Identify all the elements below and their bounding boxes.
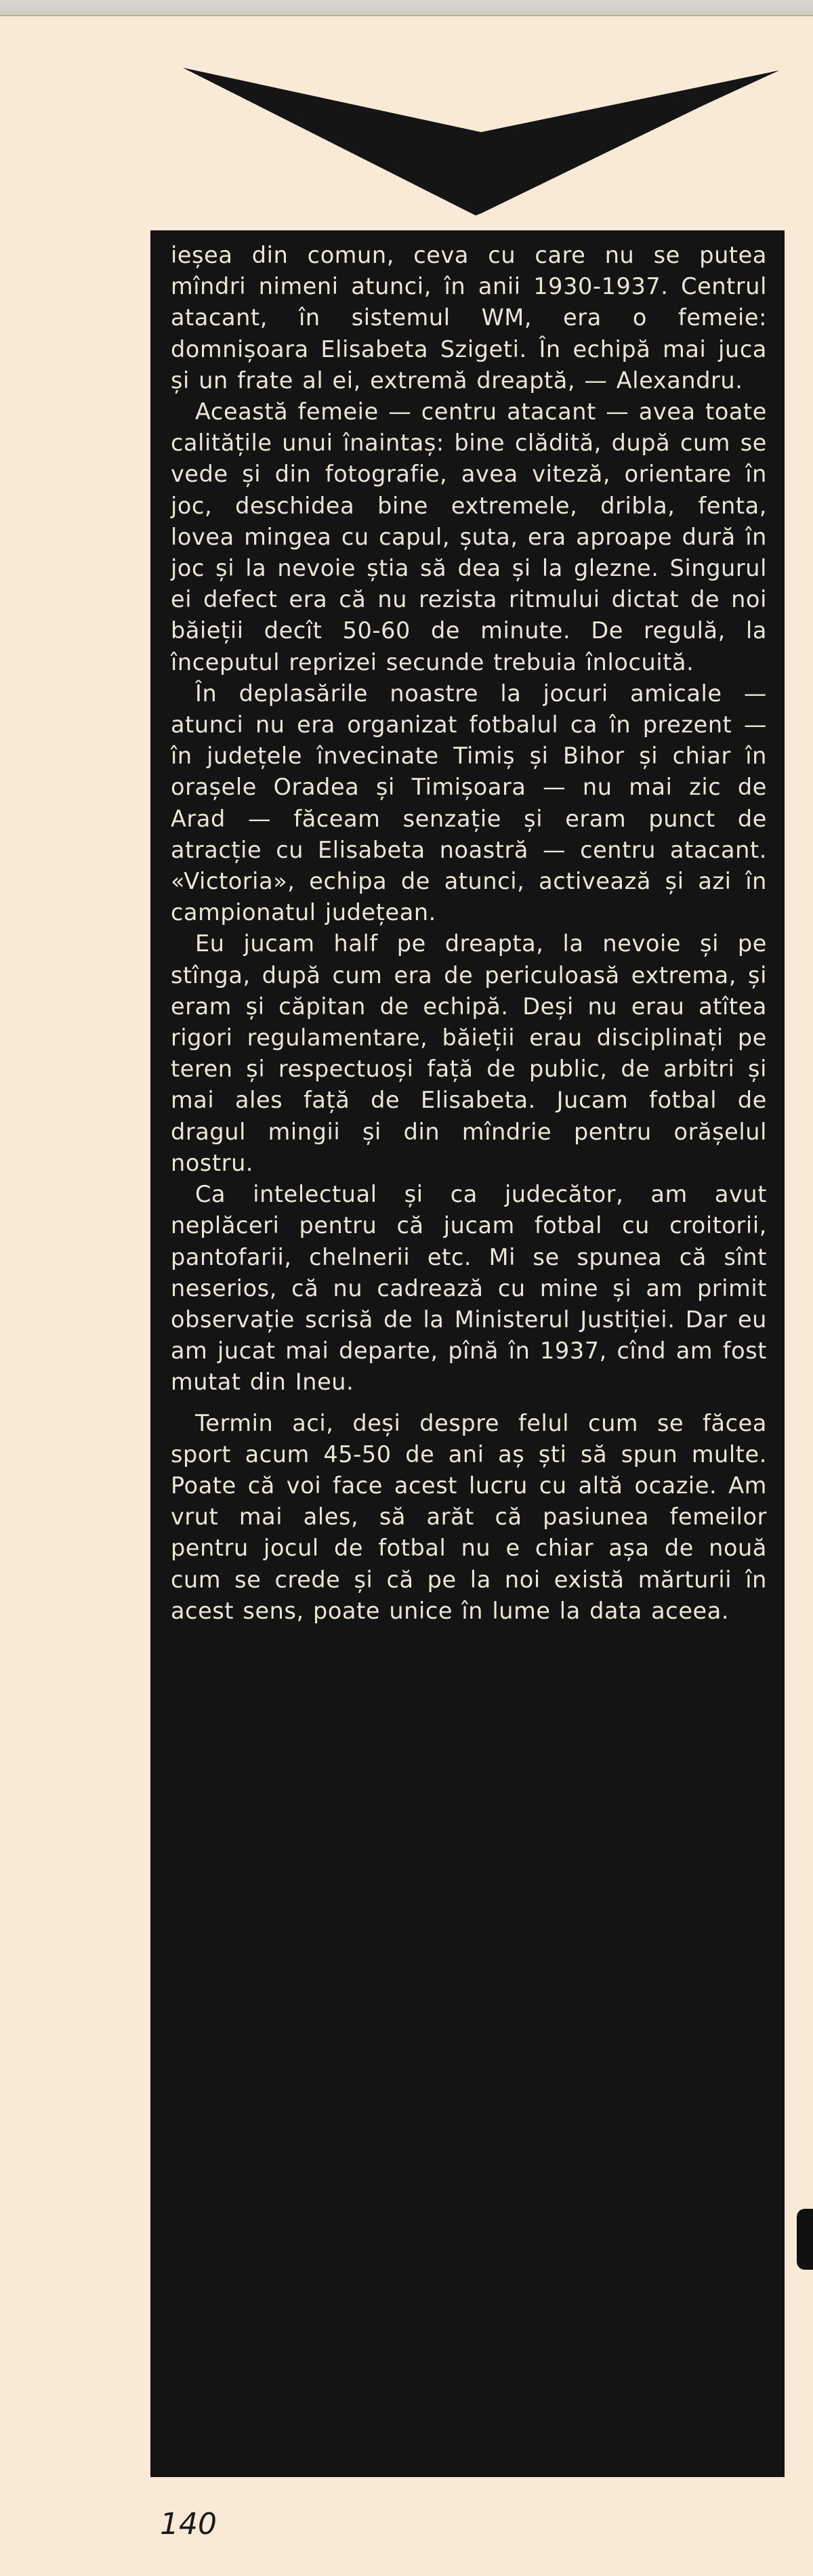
chevron-down-icon <box>183 68 779 217</box>
paragraph-6: Termin aci, deși despre felul cum se făcea sport acum 45-50 de ani aș ști să spun multe. Poate că voi face acest lucru cu altă ocazie. Am vrut mai ales, să arăt că pasiunea femeilor pentru jocul de fotbal nu e chiar așa de nouă cum se crede și că pe la noi există mărturii în acest sens, poate unice în lume la data aceea. <box>171 1409 767 1624</box>
paragraph-2: Această femeie — centru atacant — avea toate calitățile unui înaintaș: bine clădită, după cum se vede și din fotografie, avea viteză, orientare în joc, deschidea bine extremele, dribla, fenta, lovea mingea cu capul, șuta, era aproape dură în joc și la nevoie știa să dea și la glezne. Singurul ei defect era că nu rezista ritmului dictat de noi băieții decît 50-60 de minute. De regulă, la începutul reprizei secunde trebuia înlocuită. <box>171 398 767 676</box>
paragraph-5: Ca intelectual și ca judecător, am avut neplăceri pentru că jucam fotbal cu croitorii, pantofarii, chelnerii etc. Mi se spunea că sînt neserios, că nu cadrează cu mine și am primit observație scrisă de la Ministerul Justiției. Dar eu am jucat mai departe, pînă în 1937, cînd am fost mutat din Ineu. <box>171 1181 767 1396</box>
scan-top-edge <box>0 0 813 16</box>
paragraph-1: ieșea din comun, ceva cu care nu se putea mîndri nimeni atunci, în anii 1930-1937. Centrul atacant, în sistemul WM, era o femeie: domnișoara Elisabeta Szigeti. În echipă mai juca și un frate al ei, extremă dreaptă, — Alexandru. <box>171 242 767 394</box>
paragraph-4: Eu jucam half pe dreapta, la nevoie și pe stînga, după cum era de periculoasă extrema, și eram și căpitan de echipă. Deși nu erau atîtea rigori regulamentare, băieții erau disciplinați pe teren și respectuoși față de public, de arbitri și mai ales față de Elisabeta. Jucam fotbal de dragul mingii și din mîndrie pentru orășelul nostru. <box>171 930 767 1176</box>
paragraph-3: În deplasările noastre la jocuri amicale — atunci nu era organizat fotbalul ca în prezent — în județele învecinate Timiș și Bihor și chiar în orașele Oradea și Timișoara — nu mai zic de Arad — făceam senzație și eram punct de atracție cu Elisabeta noastră — centru atacant. «Victoria», echipa de atunci, activează și azi în campionatul județean. <box>171 680 767 926</box>
margin-ink-mark <box>797 2209 813 2270</box>
article-text-box <box>150 230 785 2477</box>
page-number: 140 <box>160 2507 217 2541</box>
